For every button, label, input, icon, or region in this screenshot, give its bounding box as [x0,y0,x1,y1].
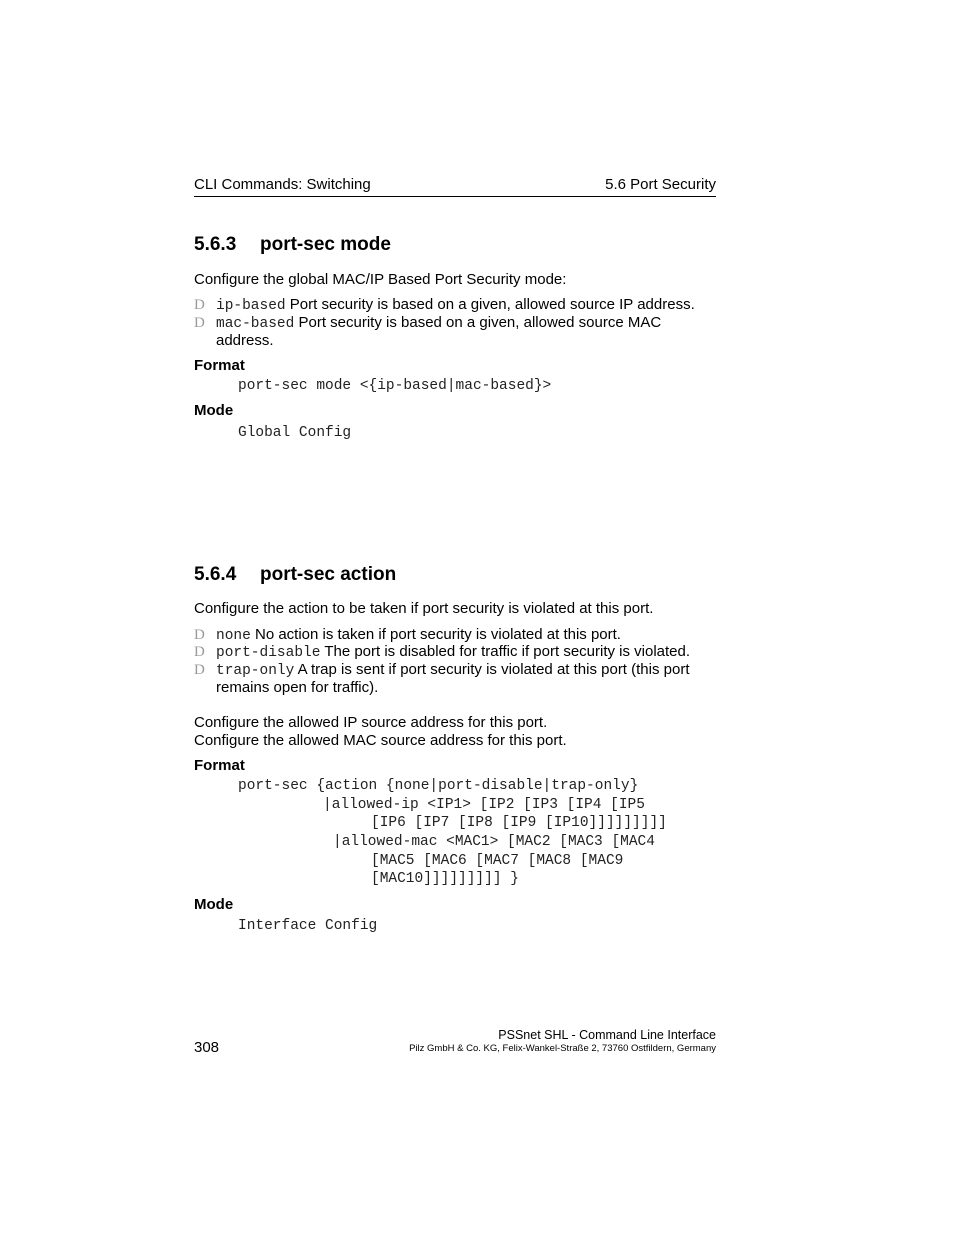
format-label: Format [194,757,245,774]
format-code: port-sec mode <{ip-based|mac-based}> [238,378,552,394]
format-code-line: [MAC5 [MAC6 [MAC7 [MAC8 [MAC9 [371,853,624,869]
list-item [194,626,205,644]
mode-label: Mode [194,896,234,913]
mode-label: Mode [194,402,234,419]
section-title: port-sec action [260,564,397,585]
body-line: Configure the allowed IP source address for this port. [194,714,548,731]
option-code: trap-only [216,663,295,679]
option-description: No action is taken if port security is violated at this port. [250,626,621,643]
option-description: A trap is sent if port security is violated at this port (this port [294,661,690,678]
mode-code: Interface Config [238,918,378,934]
list-item-content [216,314,661,333]
format-code-line: |allowed-ip <IP1> [IP2 [IP3 [IP4 [IP5 [323,797,645,813]
section-intro: Configure the action to be taken if port security is violated at this port. [194,600,654,617]
option-code: ip-based [216,298,286,314]
footer-address: Pilz GmbH & Co. KG, Felix-Wankel-Straße 2, 73760 Ostfildern, Germany [409,1043,716,1054]
format-code-line: |allowed-mac <MAC1> [MAC2 [MAC3 [MAC4 [333,834,655,850]
list-item [194,643,205,661]
option-description-continued: remains open for traffic). [216,679,379,696]
section-intro: Configure the global MAC/IP Based Port Security mode: [194,271,567,288]
section-number: 5.6.3 [194,234,237,255]
bullet-marker: D [194,627,205,643]
option-description-continued: address. [216,332,274,349]
list-item-content [216,296,695,315]
list-item [194,661,205,679]
option-code: none [216,628,251,644]
option-code: mac-based [216,316,295,332]
section-number: 5.6.4 [194,564,237,585]
format-code-line: [MAC10]]]]]]]]] } [371,871,519,887]
format-label: Format [194,357,245,374]
header-rule [194,196,716,197]
section-title: port-sec mode [260,234,391,255]
option-description: The port is disabled for traffic if port security is violated. [320,643,691,660]
list-item [194,314,205,332]
mode-code: Global Config [238,425,352,441]
page-number: 308 [194,1039,220,1056]
section-heading-port-sec-action [194,564,396,586]
running-header-right: 5.6 Port Security [605,176,716,193]
footer-title: PSSnet SHL - Command Line Interface [498,1028,716,1042]
format-code-line: [IP6 [IP7 [IP8 [IP9 [IP10]]]]]]]]] [371,815,667,831]
list-item-content [216,661,690,680]
format-code-line: port-sec {action {none|port-disable|trap-only} [238,778,639,794]
option-description: Port security is based on a given, allowed source MAC [294,314,662,331]
bullet-marker: D [194,297,205,313]
bullet-marker: D [194,644,205,660]
body-line: Configure the allowed MAC source address for this port. [194,732,567,749]
list-item-content [216,643,690,662]
section-heading-port-sec-mode [194,234,391,256]
running-header-left: CLI Commands: Switching [194,176,371,193]
list-item [194,296,205,314]
bullet-marker: D [194,662,205,678]
bullet-marker: D [194,315,205,331]
option-description: Port security is based on a given, allowed source IP address. [285,296,695,313]
option-code: port-disable [216,645,321,661]
